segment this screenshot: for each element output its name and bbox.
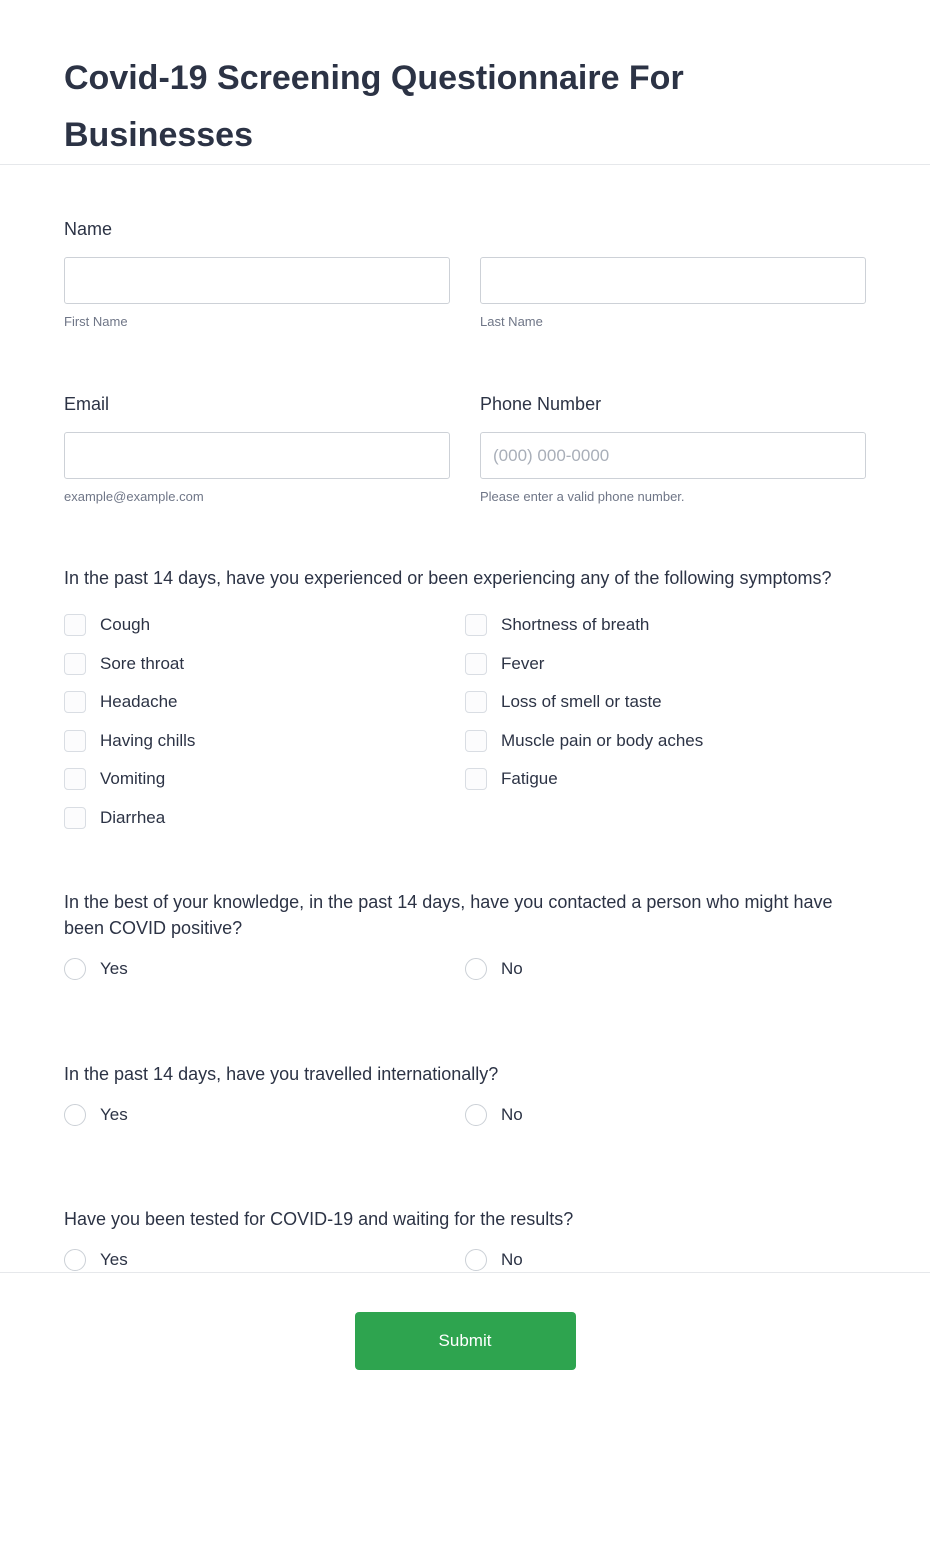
contact-covid-question-group	[0, 889, 930, 981]
tested-question-group	[0, 1206, 930, 1272]
symptoms-question-group	[0, 565, 930, 837]
radio-option-yes[interactable]	[64, 1248, 465, 1272]
symptoms-right-column	[465, 606, 866, 837]
checkbox-label: Fatigue	[501, 769, 558, 789]
submit-row	[0, 1273, 930, 1421]
symptoms-checkbox-grid	[64, 606, 866, 837]
checkbox-option[interactable]	[64, 722, 465, 761]
radio-label: No	[501, 959, 523, 978]
first-name-sublabel: First Name	[64, 314, 128, 329]
checkbox[interactable]	[465, 730, 487, 752]
first-name-input[interactable]	[64, 257, 450, 304]
radio-button[interactable]	[64, 958, 86, 980]
last-name-input[interactable]	[480, 257, 866, 304]
checkbox-label: Muscle pain or body aches	[501, 730, 704, 750]
checkbox-option[interactable]	[64, 760, 465, 799]
checkbox-label: Headache	[100, 692, 178, 712]
checkbox-option[interactable]	[465, 760, 866, 799]
email-column	[64, 394, 450, 505]
checkbox[interactable]	[64, 653, 86, 675]
radio-option-no[interactable]	[465, 957, 523, 981]
last-name-column	[480, 257, 866, 330]
tested-question-label: Have you been tested for COVID-19 and waiting for the results?	[64, 1209, 574, 1229]
radio-button[interactable]	[64, 1104, 86, 1126]
checkbox-option[interactable]	[465, 722, 866, 761]
radio-label: Yes	[100, 1105, 128, 1124]
radio-button[interactable]	[465, 1249, 487, 1271]
checkbox[interactable]	[465, 691, 487, 713]
last-name-sublabel: Last Name	[480, 314, 543, 329]
checkbox[interactable]	[64, 730, 86, 752]
checkbox[interactable]	[465, 768, 487, 790]
travel-question-label: In the past 14 days, have you travelled internationally?	[64, 1064, 499, 1084]
checkbox-label: Sore throat	[100, 653, 185, 673]
contact-covid-options	[64, 957, 866, 981]
phone-label: Phone Number	[480, 394, 602, 414]
checkbox-option[interactable]	[64, 683, 465, 722]
radio-label: No	[501, 1250, 523, 1269]
radio-button[interactable]	[465, 1104, 487, 1126]
radio-option-yes[interactable]	[64, 957, 465, 981]
tested-options	[64, 1248, 866, 1272]
checkbox[interactable]	[64, 807, 86, 829]
radio-option-no[interactable]	[465, 1103, 523, 1127]
submit-button[interactable]: Submit	[355, 1312, 576, 1370]
email-input[interactable]	[64, 432, 450, 479]
checkbox-label: Cough	[100, 615, 151, 635]
contact-covid-question-label: In the best of your knowledge, in the past 14 days, have you contacted a person who might have been COVID positive?	[64, 892, 833, 938]
radio-button[interactable]	[465, 958, 487, 980]
phone-column	[480, 394, 866, 505]
checkbox[interactable]	[465, 614, 487, 636]
checkbox-option[interactable]	[465, 606, 866, 645]
checkbox-option[interactable]	[64, 606, 465, 645]
email-label: Email	[64, 394, 110, 414]
travel-options	[64, 1103, 866, 1127]
phone-input[interactable]	[480, 432, 866, 479]
symptoms-left-column	[64, 606, 465, 837]
radio-label: Yes	[100, 1250, 128, 1269]
page-title: Covid-19 Screening Questionnaire For Businesses	[64, 59, 684, 154]
checkbox-label: Shortness of breath	[501, 615, 650, 635]
checkbox-option[interactable]	[64, 645, 465, 684]
checkbox-label: Fever	[501, 653, 545, 673]
checkbox-label: Diarrhea	[100, 807, 166, 827]
checkbox-label: Having chills	[100, 730, 196, 750]
radio-option-yes[interactable]	[64, 1103, 465, 1127]
contact-field-group	[0, 394, 930, 505]
name-label: Name	[64, 219, 113, 239]
travel-question-group	[0, 1061, 930, 1127]
symptoms-question-label: In the past 14 days, have you experienced or been experiencing any of the following symptoms?	[64, 568, 832, 588]
first-name-column	[64, 257, 450, 330]
email-sublabel: example@example.com	[64, 489, 204, 504]
checkbox-option[interactable]	[465, 683, 866, 722]
radio-option-no[interactable]	[465, 1248, 523, 1272]
radio-label: Yes	[100, 959, 128, 978]
checkbox[interactable]	[64, 614, 86, 636]
checkbox[interactable]	[64, 691, 86, 713]
checkbox-label: Vomiting	[100, 769, 166, 789]
name-field-group	[0, 219, 930, 330]
checkbox[interactable]	[64, 768, 86, 790]
checkbox-label: Loss of smell or taste	[501, 692, 662, 712]
top-divider	[0, 164, 930, 165]
radio-label: No	[501, 1105, 523, 1124]
checkbox-option[interactable]	[465, 645, 866, 684]
phone-sublabel: Please enter a valid phone number.	[480, 489, 685, 504]
checkbox-option[interactable]	[64, 799, 465, 838]
radio-button[interactable]	[64, 1249, 86, 1271]
checkbox[interactable]	[465, 653, 487, 675]
